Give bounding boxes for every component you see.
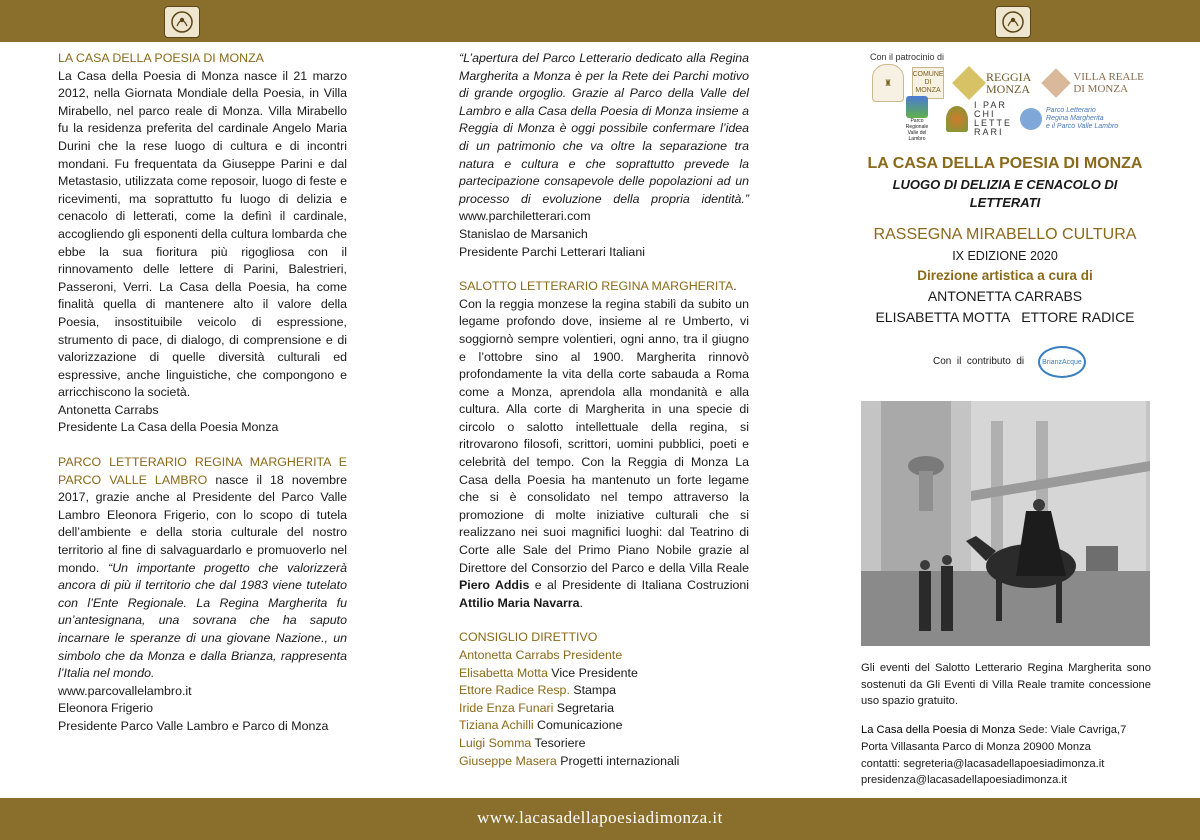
link-parcovallelambro[interactable]: www.parcovallelambro.it	[58, 683, 192, 698]
contact-email-segreteria[interactable]: contatti: segreteria@lacasadellapoesiadimonza.it	[861, 758, 1105, 770]
directors-2: ELISABETTA MOTTA ETTORE RADICE	[875, 309, 1135, 325]
column-middle	[459, 50, 749, 770]
edizione-label: IX EDIZIONE 2020	[952, 249, 1058, 263]
quote-marsanich: “L’apertura del Parco Letterario dedicato alla Regina Margherita a Monza è per la Rete dei Parchi motivo di grande orgoglio. Grazie al Parco della Valle del Lambro e alla Casa della Poesia di Monza insieme a Reggia di Monza è oggi possibile confermare l’idea di un patrimonio che va oltre la separazione tra natura e cultura e che soprattutto prevede la partecipazione consapevole delle popolazioni ad un processo di evoluzione della propria identità.”	[459, 51, 749, 206]
board-list	[459, 647, 749, 770]
casa-poesia-emblem-icon	[164, 6, 200, 38]
board-member-name: Elisabetta Motta	[459, 665, 548, 680]
board-member-name: Iride Enza Funari	[459, 700, 554, 715]
board-member	[459, 753, 749, 771]
board-member	[459, 682, 749, 700]
quote-frigerio: “Un importante progetto che valorizzerà ancora di più il territorio che dal 1983 viene tutelato con l’Ente Regionale. La Regina Margherita fu un’antesignana, una sovrana che ha saputo incarnare le speranze di una giovane Nazione., un simbolo che da Monza e dalla Brianza, rappresenta l’Italia nel mondo.	[58, 560, 347, 681]
logo-parchi-letterari: I PAR CHI LETTE RARI	[974, 100, 1013, 137]
name-attilio-navarra: Attilio Maria Navarra	[459, 595, 580, 610]
board-member-role: Comunicazione	[533, 718, 623, 733]
address-name: La Casa della Poesia di Monza	[861, 724, 1016, 736]
direzione-label: Direzione artistica a cura di	[917, 268, 1093, 283]
logo-parco-regionale: Parco Regionale Valle del Lambro	[902, 96, 932, 142]
board-member-name: Luigi Somma	[459, 735, 532, 750]
logo-comune-monza: COMUNE DI MONZA	[912, 67, 944, 99]
signature-name-marsanich: Stanislao de Marsanich	[459, 226, 588, 241]
logo-brianzacque: BrianzAcque	[1038, 346, 1086, 378]
paragraph-salotto: Con la reggia monzese la regina stabilì da subito un legame profondo dove, insieme al re Umberto, vi soggiornò sempre volentieri, ogni anno, tra il giugno e l’ottobre sino al 1900. Margherita rinnovò profondamente la vita della corte sabauda a Roma come a Monza, aprendola alla mondanità e alla cultura. Alla corte di Margherita in una specie di circolo o salotto intellettuale della regina, si ritrovarono filosofi, scrittori, uomini pubblici, poeti e celebrità del tempo. Con la Reggia di Monza La Casa della Poesia ha mantenuto un forte legame che si è consolidato nel tempo attraverso la promozione di molte iniziative culturali che si realizzano nei suoi magnifici luoghi: dal Teatrino di Corte alle Sale del Primo Piano Nobile grazie al Direttore del Consorzio del Parco e della Villa Reale	[459, 296, 749, 575]
board-member	[459, 735, 749, 753]
signature-role-marsanich: Presidente Parchi Letterari Italiani	[459, 244, 645, 259]
patrocinio-logos-row-2	[902, 96, 1118, 142]
board-member-name: Antonetta Carrabs Presidente	[459, 648, 623, 662]
footer-website-link[interactable]: www.lacasadellapoesiadimonza.it	[477, 808, 723, 827]
patrocinio-label: Con il patrocinio di	[870, 52, 945, 62]
casa-poesia-emblem-icon-right	[995, 6, 1031, 38]
board-member	[459, 700, 749, 718]
paragraph-salotto-c: .	[579, 595, 583, 610]
regina-margherita-portrait-icon	[1020, 108, 1042, 130]
board-member-role: Progetti internazionali	[556, 753, 680, 768]
signature-role-carrabs: Presidente La Casa della Poesia Monza	[58, 420, 279, 435]
paragraph-salotto-b: e al Presidente di Italiana Costruzioni	[529, 578, 749, 593]
heading-casa-poesia: LA CASA DELLA POESIA DI MONZA	[58, 51, 264, 65]
paragraph-casa-poesia: La Casa della Poesia di Monza nasce il 21 marzo 2012, nella Giornata Mondiale della Poesia, in Villa Mirabello, nel parco reale di Monza. Villa Mirabello fu la residenza preferita del cardinale Angelo Maria Durini che la rese luogo di cultura e di incontri mondani. Fu frequentata da Giuseppe Parini e dal Metastasio, utilizzata come reposoir, luogo di feste e ricevimenti, ma soprattutto fu luogo di delizia e cenacolo di letterati, come la definì il cardinale, accogliendo gli esponenti della cultura lombarda che ebbe la sua fioritura più rigogliosa con il rinnovamento delle lettere di Parini, Balestrieri, Passeroni, Verri. La Casa della Poesia, ha come finalità quella di mantenere alto il valore della Poesia, insostituibile veicolo di espressione, strumento di pace, di dialogo, di comprensione e di valorizzazione di quelle diversità culturali ed espressive, anche linguistiche, che compongono e arricchiscono la società.	[58, 68, 347, 400]
board-member	[459, 665, 749, 683]
heading-parco-letterario: PARCO LETTERARIO REGINA MARGHERITA E PARCO VALLE LAMBRO	[58, 455, 347, 487]
board-member-name: Giuseppe Masera	[459, 753, 557, 768]
parco-regionale-icon	[906, 96, 928, 118]
contributo-label: Con il contributo di	[933, 356, 1025, 367]
tree-icon	[946, 106, 968, 132]
board-member-name: Ettore Radice Resp.	[459, 683, 570, 698]
logo-villa-reale: VILLA REALE DI MONZA	[1073, 71, 1144, 95]
board-member-role: Vice Presidente	[547, 665, 638, 680]
monza-crest-icon: ♜	[872, 64, 904, 102]
paragraph-parco-letterario: nasce il 18 novembre 2017, grazie anche al Presidente del Parco Valle Lambro Eleonora Frigerio, con lo scopo di tutela dell’ambiente e della storia culturale del nostro territorio al fine di salvaguardarlo e promuoverlo nel mondo.	[58, 472, 347, 575]
rassegna-title: RASSEGNA MIRABELLO CULTURA	[873, 226, 1137, 243]
board-member	[459, 717, 749, 735]
signature-name-carrabs: Antonetta Carrabs	[58, 402, 159, 417]
villa-reale-emblem-icon	[1042, 68, 1071, 97]
main-title: LA CASA DELLA POESIA DI MONZA	[867, 155, 1143, 172]
signature-role-frigerio: Presidente Parco Valle Lambro e Parco di Monza	[58, 718, 329, 733]
board-member-name: Tiziana Achilli	[459, 718, 534, 733]
heading-salotto-dot: .	[733, 279, 737, 294]
board-member-role: Tesoriere	[531, 735, 586, 750]
logo-parco-letterario-regina: Parco Letterario Regina Margherita e il Parco Valle Lambro	[1046, 107, 1119, 130]
reggia-star-icon	[952, 66, 986, 100]
column-left	[58, 50, 347, 736]
address-detail: Sede: Viale Cavriga,7 Porta Villasanta Parco di Monza 20900 Monza	[861, 724, 1127, 753]
contact-email-presidenza[interactable]: presidenza@lacasadellapoesiadimonza.it	[861, 774, 1068, 786]
board-member-role: Stampa	[569, 683, 617, 698]
main-subtitle: LUOGO DI DELIZIA E CENACOLO DI LETTERATI	[892, 177, 1118, 210]
address-block	[861, 722, 1151, 755]
eventi-note: Gli eventi del Salotto Letterario Regina Margherita sono sostenuti da Gli Eventi di Villa Reale tramite concessione uso spazio gratuito.	[861, 662, 1151, 707]
director-1: ANTONETTA CARRABS	[927, 288, 1083, 304]
board-member	[459, 647, 749, 665]
signature-name-frigerio: Eleonora Frigerio	[58, 701, 154, 716]
name-piero-addis: Piero Addis	[459, 578, 530, 593]
logo-reggia-monza: REGGIA MONZA	[986, 70, 1032, 96]
heading-salotto: SALOTTO LETTERARIO REGINA MARGHERITA	[459, 279, 734, 294]
heading-consiglio: CONSIGLIO DIRETTIVO	[459, 630, 598, 645]
historic-photo-regina-margherita	[861, 401, 1150, 646]
board-member-role: Segretaria	[553, 700, 614, 715]
link-parchiletterari[interactable]: www.parchiletterari.com	[459, 209, 591, 224]
